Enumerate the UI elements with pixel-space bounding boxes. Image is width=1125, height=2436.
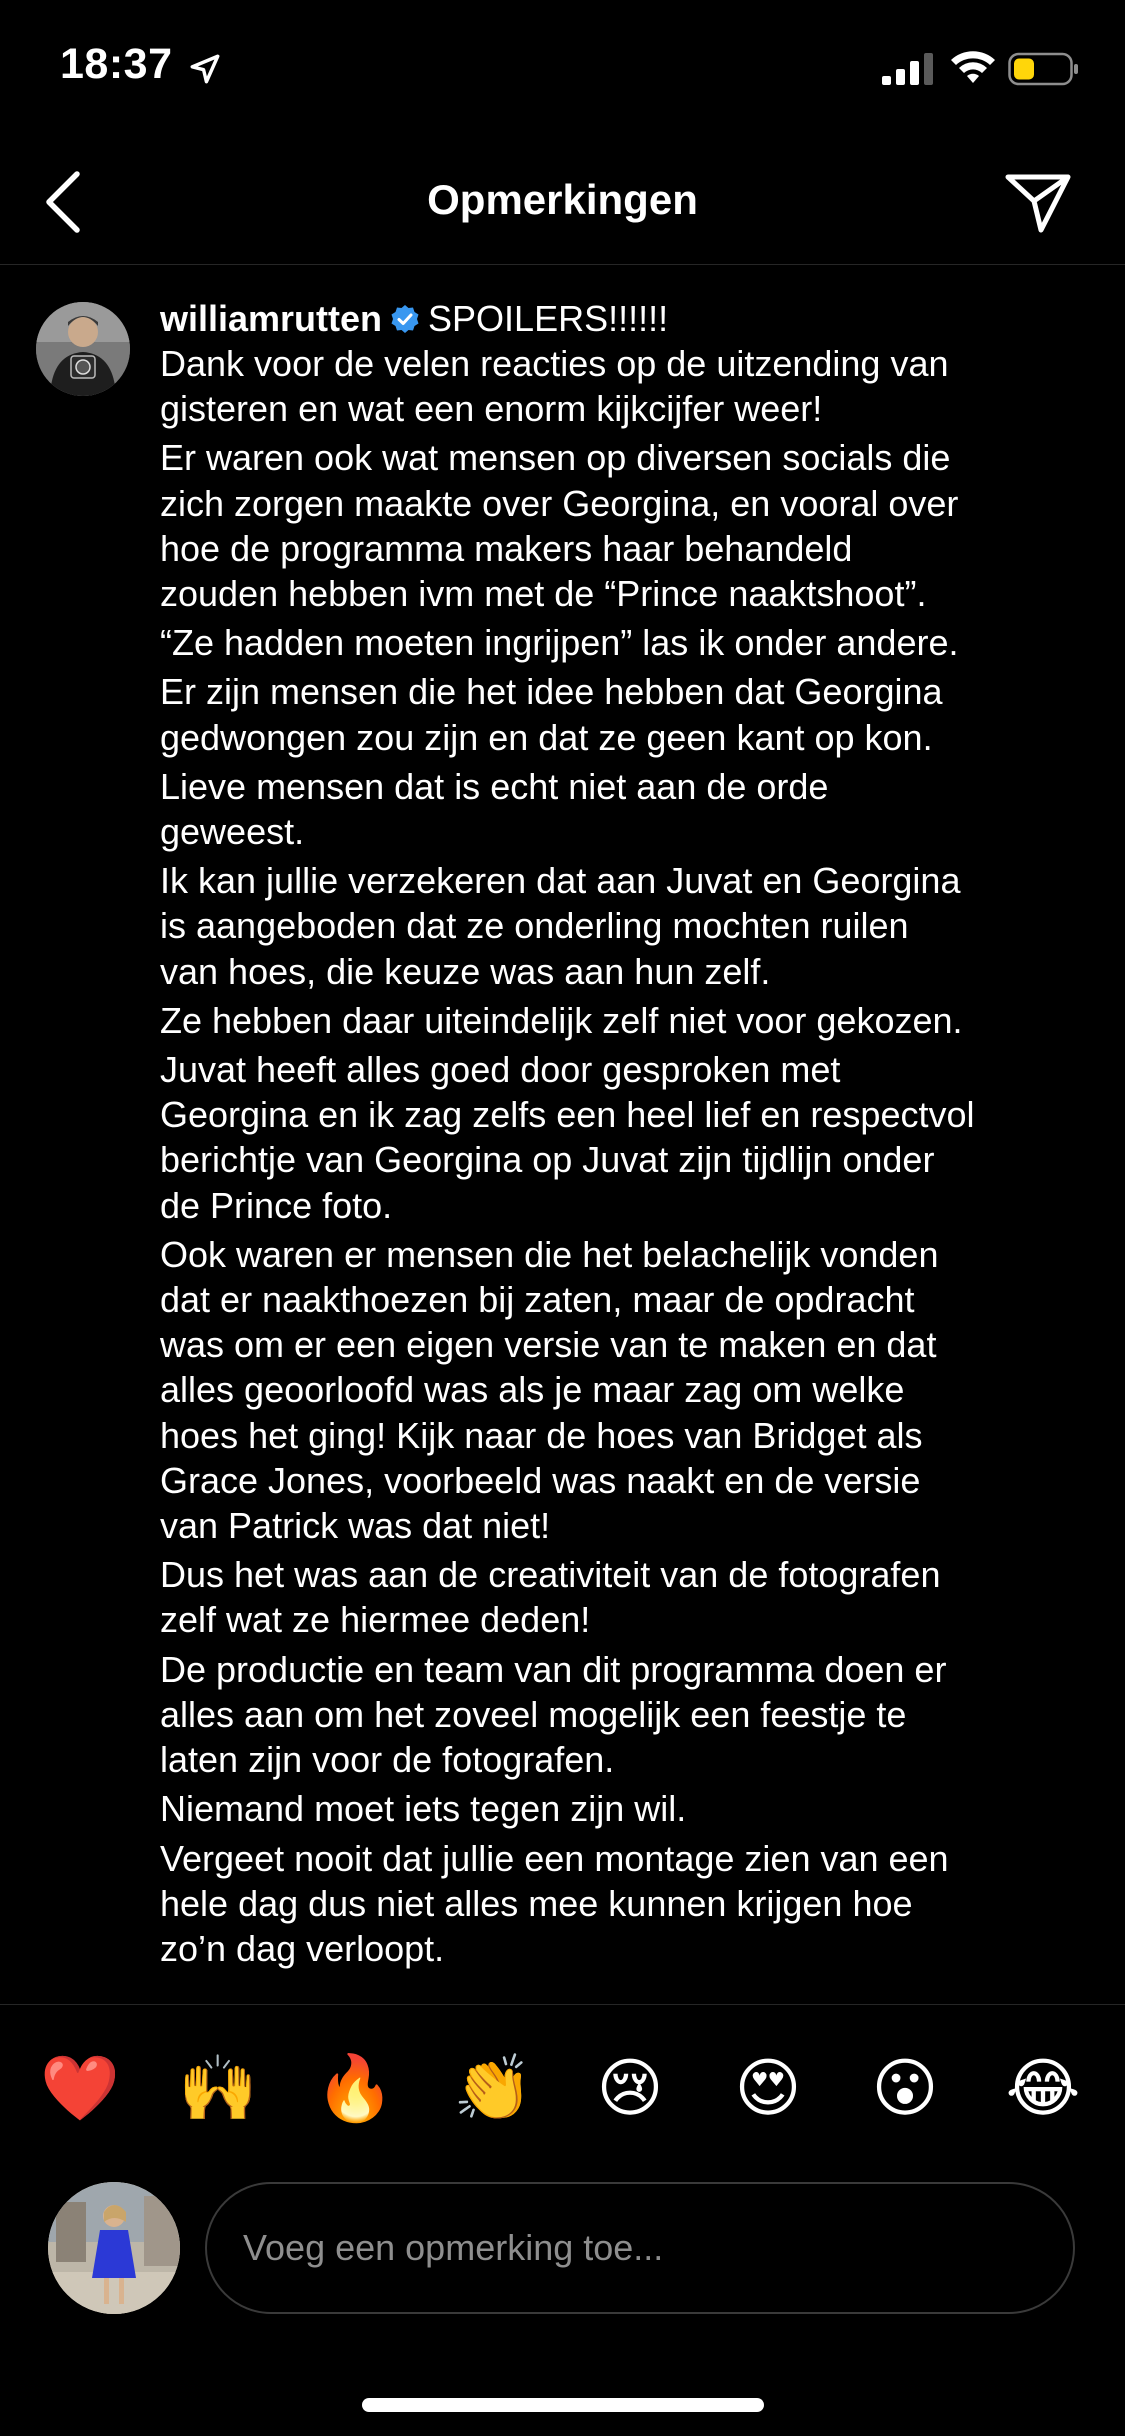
add-comment-input[interactable] xyxy=(205,2182,1075,2314)
fire-emoji[interactable]: 🔥 xyxy=(315,2052,395,2126)
comment-paragraph: Ook waren er mensen die het belachelijk vonden dat er naakthoezen bij zaten, maar de opdracht was om er een eigen versie van te maken en dat alles geoorloofd was als je maar zag om welke hoes het ging! Kijk naar de hoes van Bridget als Grace Jones, voorbeeld was naakt en de versie van Patrick was dat niet! xyxy=(160,1233,939,1547)
comment-paragraph: Er zijn mensen die het idee hebben dat Georgina gedwongen zou zijn en dat ze geen kant op kon. xyxy=(160,671,943,758)
caption-comment xyxy=(0,266,1125,2006)
comment-paragraph: Juvat heeft alles goed door gesproken met Georgina en ik zag zelfs een heel lief en respectvol berichtje van Georgina op Juvat zijn tijdlijn onder de Prince foto. xyxy=(160,1049,975,1226)
tears-of-joy-emoji[interactable]: 😂 xyxy=(1005,2052,1081,2126)
comment-first-text: SPOILERS!!!!!! xyxy=(428,298,669,339)
location-arrow-icon xyxy=(188,52,222,86)
clapping-hands-emoji[interactable]: 👏 xyxy=(453,2052,533,2126)
comment-paragraph: Er waren ook wat mensen op diversen socials die zich zorgen maakte over Georgina, en vooral over hoe de programma makers haar behandeld zouden hebben ivm met de “Prince naaktshoot”. xyxy=(160,437,959,615)
comment-paragraph: Lieve mensen dat is echt niet aan de orde geweest. xyxy=(160,765,829,853)
cellular-signal-icon xyxy=(880,52,936,86)
avatar[interactable] xyxy=(36,302,130,396)
raising-hands-emoji[interactable]: 🙌 xyxy=(178,2052,258,2126)
comment-paragraph: “Ze hadden moeten ingrijpen” las ik onder andere. xyxy=(160,622,959,664)
crying-face-emoji[interactable]: 😢 xyxy=(596,2052,664,2126)
home-indicator[interactable] xyxy=(362,2398,764,2412)
comment-composer xyxy=(0,2172,1125,2352)
comment-paragraph: De productie en team van dit programma doen er alles aan om het zoveel mogelijk een feestje te laten zijn voor de fotografen. xyxy=(160,1648,947,1781)
paper-plane-icon[interactable] xyxy=(1000,168,1076,238)
verified-badge-icon xyxy=(390,304,420,334)
status-time: 18:37 xyxy=(60,40,173,88)
comment-paragraph: Niemand moet iets tegen zijn wil. xyxy=(160,1788,687,1830)
heart-eyes-emoji[interactable]: 😍 xyxy=(734,2052,802,2126)
comment-paragraph: Dank voor de velen reacties op de uitzending van gisteren en wat een enorm kijkcijfer weer! xyxy=(160,343,949,430)
comment-paragraph: Dus het was aan de creativiteit van de fotografen zelf wat ze hiermee deden! xyxy=(160,1554,941,1641)
nav-bar xyxy=(0,140,1125,265)
page-title: Opmerkingen xyxy=(427,176,698,223)
comment-paragraph: Ik kan jullie verzekeren dat aan Juvat en Georgina is aangeboden dat ze onderling mochten ruilen van hoes, die keuze was aan hun zelf. xyxy=(160,860,961,992)
wifi-icon xyxy=(948,46,998,86)
comment-paragraph: Ze hebben daar uiteindelijk zelf niet voor gekozen. xyxy=(160,999,963,1041)
current-user-avatar xyxy=(48,2182,180,2314)
red-heart-emoji[interactable]: ❤️ xyxy=(40,2052,120,2126)
status-bar xyxy=(0,0,1125,140)
battery-icon xyxy=(1008,52,1080,86)
emoji-reaction-bar xyxy=(0,2004,1125,2173)
surprised-face-emoji[interactable]: 😮 xyxy=(871,2052,939,2126)
username-link[interactable]: williamrutten xyxy=(160,298,383,339)
comment-head xyxy=(160,296,1105,341)
comment-paragraph: Vergeet nooit dat jullie een montage zien van een hele dag dus niet alles mee kunnen krijgen hoe zo’n dag verloopt. xyxy=(160,1837,949,1969)
comment-body xyxy=(160,296,1105,1975)
